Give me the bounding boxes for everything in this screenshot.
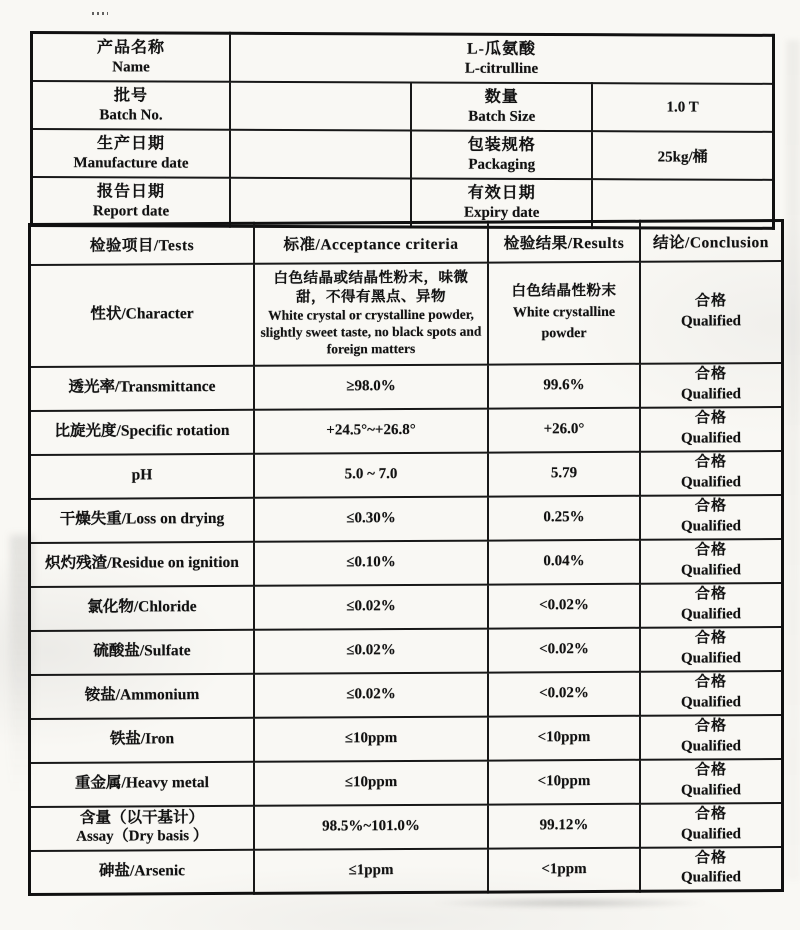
- test-name: 干燥失重/Loss on drying: [59, 510, 225, 529]
- conclusion-zh: 合格: [694, 410, 727, 427]
- character-criteria-cell: [254, 262, 488, 365]
- result-row: [30, 847, 783, 895]
- batch-size-value-cell: 1.0 T: [592, 83, 773, 132]
- character-criteria-zh-2: 甜，不得有黑点、异物: [296, 288, 446, 306]
- conclusion-zh: 合格: [694, 542, 727, 559]
- test-name-cell: [30, 673, 255, 718]
- result-cell: [488, 803, 640, 848]
- conclusion-cell: [640, 759, 783, 804]
- conclusion-en: Qualified: [680, 649, 741, 667]
- test-name: 砷盐/Arsenic: [98, 862, 186, 880]
- test-name-line2: Assay（Dry basis ）: [76, 828, 208, 846]
- results-tbody: [30, 261, 783, 895]
- criteria-value: ≤0.10%: [346, 554, 396, 571]
- character-conclusion-cell: [640, 261, 783, 364]
- conclusion-cell: [640, 539, 783, 584]
- test-name: 重金属/Heavy metal: [75, 774, 209, 792]
- criteria-value: ≤1ppm: [348, 861, 394, 879]
- conclusion-zh: 合格: [694, 630, 727, 647]
- result-value: <10ppm: [537, 773, 591, 790]
- result-cell: [488, 671, 640, 716]
- test-name-cell: [30, 409, 255, 454]
- criteria-value: ≤10ppm: [344, 774, 398, 791]
- test-name-cell: [30, 541, 255, 586]
- result-row: [30, 407, 783, 455]
- packaging-label-zh: 包装规格: [467, 136, 536, 154]
- conclusion-cell: [640, 715, 783, 760]
- packaging-label-en: Packaging: [468, 156, 536, 173]
- result-row: [30, 715, 783, 763]
- manufacture-date-label-cell: [32, 129, 231, 178]
- report-date-label-cell: [32, 177, 231, 226]
- manufacture-date-label-zh: 生产日期: [96, 135, 165, 153]
- test-name-cell: [30, 585, 255, 630]
- conclusion-zh: 合格: [694, 762, 727, 779]
- packaging-value-cell: 25kg/桶: [592, 131, 773, 180]
- conclusion-cell: [640, 583, 783, 628]
- conclusion-cell: [640, 363, 783, 408]
- criteria-value: ≤0.02%: [346, 598, 396, 615]
- result-cell: [488, 363, 640, 408]
- expiry-date-label-zh: 有效日期: [467, 184, 536, 202]
- result-cell: [488, 847, 640, 892]
- test-name: pH: [131, 466, 153, 484]
- conclusion-cell: [640, 671, 783, 716]
- character-result-en-1: White crystalline: [512, 305, 616, 321]
- result-value: 0.04%: [543, 553, 585, 570]
- expiry-date-label-en: Expiry date: [464, 204, 540, 221]
- criteria-cell: [254, 760, 488, 805]
- criteria-value: ≤10ppm: [344, 730, 398, 747]
- conclusion-zh: 合格: [694, 366, 727, 383]
- criteria-cell: [254, 848, 488, 893]
- product-name-value-cell: [230, 33, 774, 84]
- criteria-value: ≥98.0%: [346, 378, 396, 395]
- criteria-cell: [254, 804, 488, 849]
- criteria-value: 5.0 ~ 7.0: [344, 466, 398, 483]
- conclusion-en: Qualified: [680, 605, 741, 623]
- conclusion-zh: 合格: [694, 498, 727, 515]
- result-row: [30, 363, 783, 411]
- test-name-cell: [30, 497, 255, 542]
- result-value: <1ppm: [541, 860, 587, 878]
- test-name: 炽灼残渣/Residue on ignition: [45, 554, 239, 573]
- criteria-cell: [254, 672, 488, 717]
- header-conclusion: 结论/Conclusion: [640, 221, 783, 262]
- result-row: [30, 759, 783, 807]
- conclusion-en: Qualified: [680, 385, 741, 403]
- result-value: <10ppm: [537, 729, 591, 746]
- conclusion-zh: 合格: [694, 850, 727, 867]
- result-cell: [488, 583, 640, 628]
- result-value: 5.79: [550, 465, 578, 482]
- test-name-cell: [30, 453, 255, 498]
- result-value: 99.6%: [543, 377, 585, 394]
- result-row: [30, 539, 783, 587]
- criteria-cell: [254, 408, 488, 453]
- result-row-character: [30, 261, 783, 367]
- header-tests: 检验项目/Tests: [30, 223, 255, 264]
- criteria-cell: [254, 584, 488, 629]
- result-cell: [488, 495, 640, 540]
- product-name-label-cell: [32, 33, 231, 82]
- results-table-header: [30, 221, 783, 265]
- character-test-cell: [30, 263, 255, 366]
- product-name-label-zh: 产品名称: [96, 39, 165, 57]
- result-row: [30, 803, 783, 851]
- conclusion-en: Qualified: [680, 429, 741, 447]
- criteria-value: 98.5%~101.0%: [322, 817, 420, 835]
- results-header-row: [30, 221, 783, 265]
- batch-size-label-cell: [411, 82, 592, 131]
- conclusion-zh: 合格: [694, 718, 727, 735]
- report-date-label-zh: 报告日期: [96, 183, 165, 201]
- product-name-zh: L-瓜氨酸: [466, 40, 536, 58]
- result-row: [30, 627, 783, 675]
- test-name-cell: [30, 849, 255, 894]
- result-value: <0.02%: [539, 685, 589, 702]
- product-name-label-en: Name: [112, 59, 150, 76]
- character-result-cell: [488, 261, 640, 364]
- result-value: <0.02%: [539, 641, 589, 658]
- result-cell: [488, 715, 640, 760]
- conclusion-en: Qualified: [680, 693, 741, 711]
- header-results: 检验结果/Results: [488, 221, 640, 262]
- character-result-en-2: powder: [541, 326, 587, 342]
- criteria-cell: [254, 628, 488, 673]
- conclusion-cell: [640, 407, 783, 452]
- character-criteria-en: White crystal or crystalline powder, slightly sweet taste, no black spots and foreign matters: [260, 306, 482, 357]
- report-date-value-cell: [230, 178, 411, 227]
- result-row: [30, 451, 783, 499]
- conclusion-cell: [640, 803, 783, 848]
- info-row-batch: [32, 81, 774, 132]
- result-cell: [488, 407, 640, 452]
- conclusion-zh: 合格: [694, 674, 727, 691]
- batch-no-value-cell: [230, 82, 411, 131]
- result-cell: [488, 539, 640, 584]
- report-date-label-en: Report date: [92, 203, 170, 220]
- result-value: <0.02%: [539, 597, 589, 614]
- result-row: [30, 583, 783, 631]
- test-name-cell: [30, 761, 255, 806]
- product-name-en: L-citrulline: [464, 60, 539, 77]
- test-name: 氯化物/Chloride: [87, 598, 197, 616]
- result-cell: [488, 759, 640, 804]
- conclusion-en: Qualified: [680, 869, 741, 886]
- result-cell: [488, 627, 640, 672]
- conclusion-en: Qualified: [680, 781, 741, 799]
- conclusion-en: Qualified: [680, 473, 741, 491]
- product-info-table: [30, 31, 775, 230]
- character-test-name: 性状/Character: [90, 305, 194, 323]
- result-value: 0.25%: [543, 509, 585, 526]
- test-name-cell: [30, 629, 255, 674]
- criteria-value: +24.5°~+26.8°: [326, 421, 416, 439]
- packaging-label-cell: [411, 130, 592, 179]
- test-name: 含量（以干基计）: [79, 808, 204, 827]
- test-name-cell: [30, 365, 255, 410]
- result-value: 99.12%: [539, 817, 589, 834]
- manufacture-date-value-cell: [230, 130, 411, 179]
- result-cell: [488, 451, 640, 496]
- conclusion-zh: 合格: [694, 806, 727, 823]
- criteria-cell: [254, 716, 488, 761]
- result-row: [30, 671, 783, 719]
- header-acceptance-criteria: 标准/Acceptance criteria: [254, 222, 488, 263]
- conclusion-cell: [640, 451, 783, 496]
- test-name: 铵盐/Ammonium: [84, 686, 200, 704]
- test-name: 比旋光度/Specific rotation: [54, 422, 230, 441]
- criteria-cell: [254, 452, 488, 497]
- criteria-value: ≤0.30%: [346, 510, 396, 527]
- criteria-value: ≤0.02%: [346, 642, 396, 659]
- conclusion-zh: 合格: [694, 586, 727, 603]
- batch-size-label-en: Batch Size: [468, 108, 536, 125]
- batch-no-label-cell: [32, 81, 231, 130]
- info-row-manufacture-date: [32, 129, 774, 180]
- conclusion-cell: [640, 847, 783, 892]
- conclusion-en: Qualified: [680, 825, 741, 843]
- test-name: 铁盐/Iron: [109, 730, 175, 748]
- criteria-cell: [254, 540, 488, 585]
- batch-size-label-zh: 数量: [484, 88, 519, 106]
- test-name-cell: [30, 805, 255, 850]
- conclusion-zh: 合格: [694, 454, 727, 471]
- test-name-cell: [30, 717, 255, 762]
- character-conclusion-en: Qualified: [680, 312, 741, 330]
- result-row: [30, 495, 783, 543]
- conclusion-en: Qualified: [680, 561, 741, 579]
- manufacture-date-label-en: Manufacture date: [73, 155, 189, 172]
- batch-no-label-en: Batch No.: [99, 107, 163, 124]
- conclusion-cell: [640, 627, 783, 672]
- criteria-cell: [254, 496, 488, 541]
- character-conclusion-zh: 合格: [694, 293, 727, 310]
- character-criteria-zh-1: 白色结晶或结晶性粉末，味微: [273, 270, 469, 288]
- conclusion-en: Qualified: [680, 737, 741, 755]
- test-results-table: [28, 219, 784, 896]
- test-name: 硫酸盐/Sulfate: [93, 642, 191, 660]
- test-name: 透光率/Transmittance: [68, 378, 216, 396]
- character-result-zh: 白色结晶性粉末: [511, 282, 617, 300]
- conclusion-en: Qualified: [680, 517, 741, 535]
- batch-no-label-zh: 批号: [113, 87, 148, 105]
- conclusion-cell: [640, 495, 783, 540]
- criteria-cell: [254, 364, 488, 409]
- criteria-value: ≤0.02%: [346, 686, 396, 703]
- info-row-product-name: [32, 33, 774, 84]
- result-value: +26.0°: [543, 421, 585, 438]
